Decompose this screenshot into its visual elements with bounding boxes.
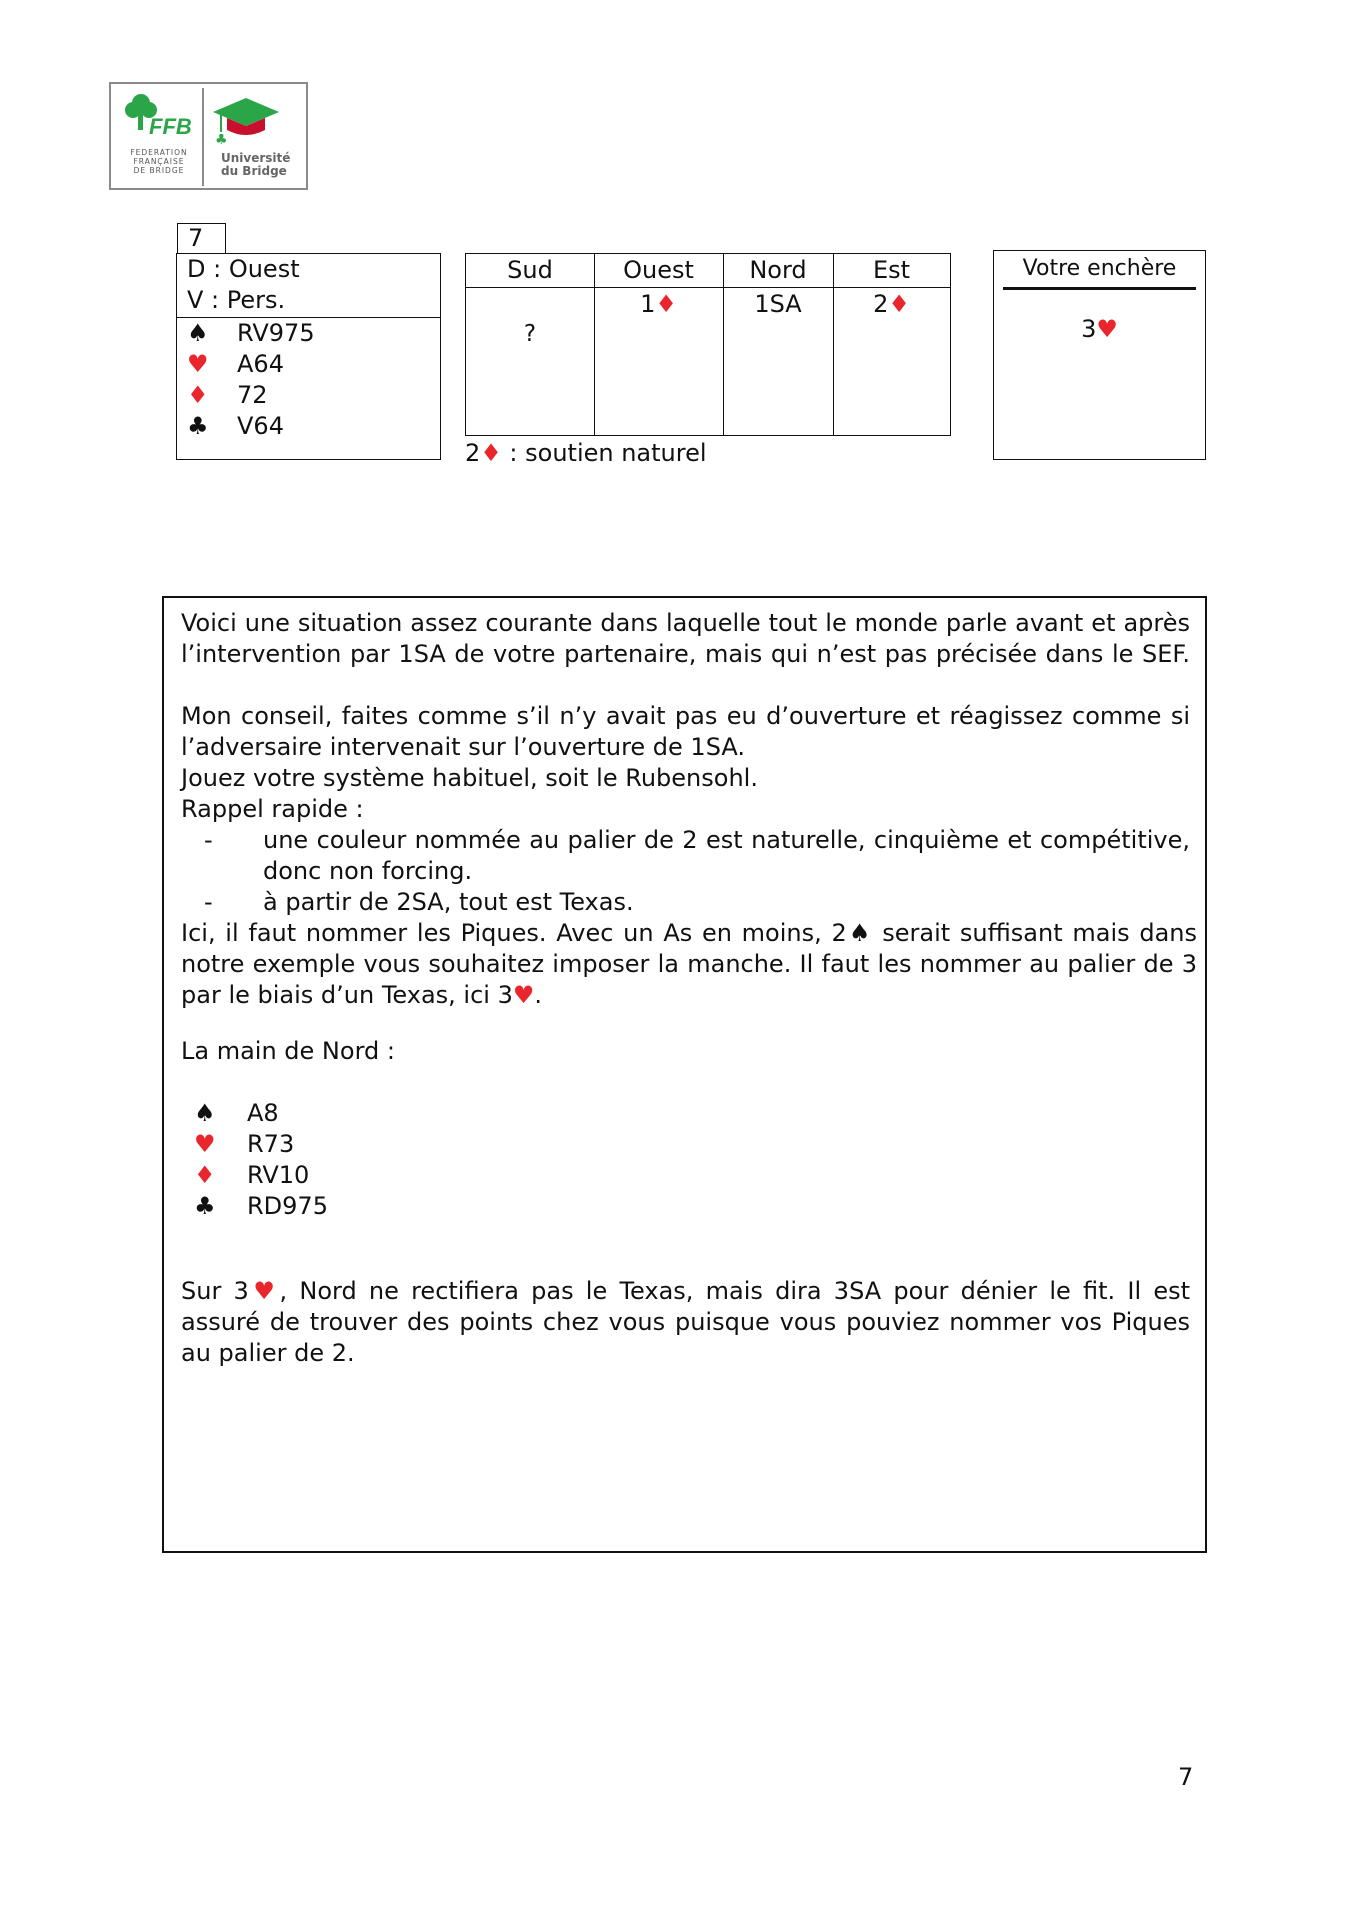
diamond-icon: ♦ bbox=[888, 290, 910, 318]
svg-text:♣: ♣ bbox=[215, 132, 228, 146]
heart-icon: ♥ bbox=[248, 1277, 280, 1305]
paragraph-reminder: Rappel rapide : bbox=[181, 795, 364, 823]
commentary-box bbox=[162, 596, 1207, 1553]
bid-est: 2♦ bbox=[873, 290, 910, 318]
bidding-table bbox=[465, 253, 951, 436]
diamond-cards: 72 bbox=[237, 381, 268, 409]
universite-label: Université du Bridge bbox=[221, 151, 291, 178]
header-ouest: Ouest bbox=[623, 256, 694, 284]
spade-icon: ♠ bbox=[187, 319, 209, 347]
north-row-clubs: ♣ RD975 bbox=[194, 1192, 328, 1220]
north-row-diamonds: ♦ RV10 bbox=[194, 1161, 310, 1189]
logo-divider bbox=[202, 88, 204, 186]
north-hand-title: La main de Nord : bbox=[181, 1037, 395, 1065]
north-row-spades: ♠ A8 bbox=[194, 1099, 279, 1127]
club-cards: V64 bbox=[237, 412, 284, 440]
header-est: Est bbox=[872, 256, 911, 284]
paragraph-conclusion: Sur 3♥, Nord ne rectifiera pas le Texas, mais dira 3SA pour dénier le fit. Il est assuré de trouver des points chez vous puisque vous pouviez nommer vos Piques au palier de 2. bbox=[181, 1277, 1191, 1367]
bidding-note: 2♦ : soutien naturel bbox=[465, 439, 707, 467]
spade-icon: ♠ bbox=[846, 919, 873, 947]
north-row-hearts: ♥ R73 bbox=[194, 1130, 295, 1158]
diamond-icon: ♦ bbox=[187, 381, 209, 409]
hand-row-clubs bbox=[187, 411, 284, 442]
header-sud: Sud bbox=[507, 256, 553, 284]
club-icon: ♣ bbox=[187, 412, 209, 440]
club-icon: ♣ bbox=[194, 1192, 216, 1220]
hand-row-hearts bbox=[187, 349, 284, 380]
diamond-icon: ♦ bbox=[655, 290, 677, 318]
heart-icon: ♥ bbox=[194, 1130, 216, 1158]
heart-icon: ♥ bbox=[1096, 315, 1118, 343]
page-number: 7 bbox=[1178, 1763, 1194, 1791]
vulnerability-label: V : Pers. bbox=[187, 286, 286, 314]
ffb-tree-icon bbox=[121, 92, 197, 144]
answer-underline bbox=[1003, 287, 1196, 290]
paragraph-intro: Voici une situation assez courante dans laquelle tout le monde parle avant et après l’intervention par 1SA de votre partenaire, mais qui n’est pas précisée dans le SEF. bbox=[181, 609, 1190, 668]
bullet-item-2: à partir de 2SA, tout est Texas. bbox=[263, 888, 634, 916]
paragraph-explanation: Ici, il faut nommer les Piques. Avec un As en moins, 2♠ serait suffisant mais dans notre exemple vous souhaitez imposer la manche. Il faut les nommer au palier de 3 par le biais d’un Texas, ici 3♥. bbox=[181, 919, 1198, 1009]
heart-cards: A64 bbox=[237, 350, 284, 378]
answer-box bbox=[993, 250, 1206, 460]
dealer-label: D : Ouest bbox=[187, 255, 300, 283]
bullet-dash: - bbox=[204, 888, 213, 916]
bid-ouest: 1♦ bbox=[640, 290, 677, 318]
ffb-logo bbox=[109, 82, 308, 190]
diamond-icon: ♦ bbox=[194, 1161, 216, 1189]
bullet-item-1: une couleur nommée au palier de 2 est naturelle, cinquième et compétitive, donc non forcing. bbox=[263, 826, 1190, 885]
header-nord: Nord bbox=[749, 256, 807, 284]
svg-text:FFB: FFB bbox=[149, 114, 192, 139]
hand-row-diamonds bbox=[187, 380, 268, 411]
bid-nord: 1SA bbox=[754, 290, 802, 318]
spade-icon: ♠ bbox=[194, 1099, 216, 1127]
paragraph-advice: Mon conseil, faites comme s’il n’y avait pas eu d’ouverture et réagissez comme si l’adversaire intervenait sur l’ouverture de 1SA. bbox=[181, 702, 1190, 761]
diamond-icon: ♦ bbox=[480, 439, 502, 467]
west-hand-box bbox=[176, 253, 441, 460]
hand-row-spades bbox=[187, 318, 315, 349]
answer-bid: 3♥ bbox=[1081, 315, 1118, 343]
paragraph-system: Jouez votre système habituel, soit le Rubensohl. bbox=[181, 764, 758, 792]
heart-icon: ♥ bbox=[512, 981, 535, 1009]
spade-cards: RV975 bbox=[237, 319, 315, 347]
heart-icon: ♥ bbox=[187, 350, 209, 378]
federation-label: FEDERATION FRANÇAISE DE BRIDGE bbox=[130, 148, 188, 175]
answer-title: Votre enchère bbox=[1022, 256, 1177, 281]
bid-sud: ? bbox=[523, 321, 537, 347]
deal-number: 7 bbox=[177, 223, 226, 254]
graduation-cap-icon bbox=[211, 96, 281, 146]
bullet-dash: - bbox=[204, 826, 213, 854]
